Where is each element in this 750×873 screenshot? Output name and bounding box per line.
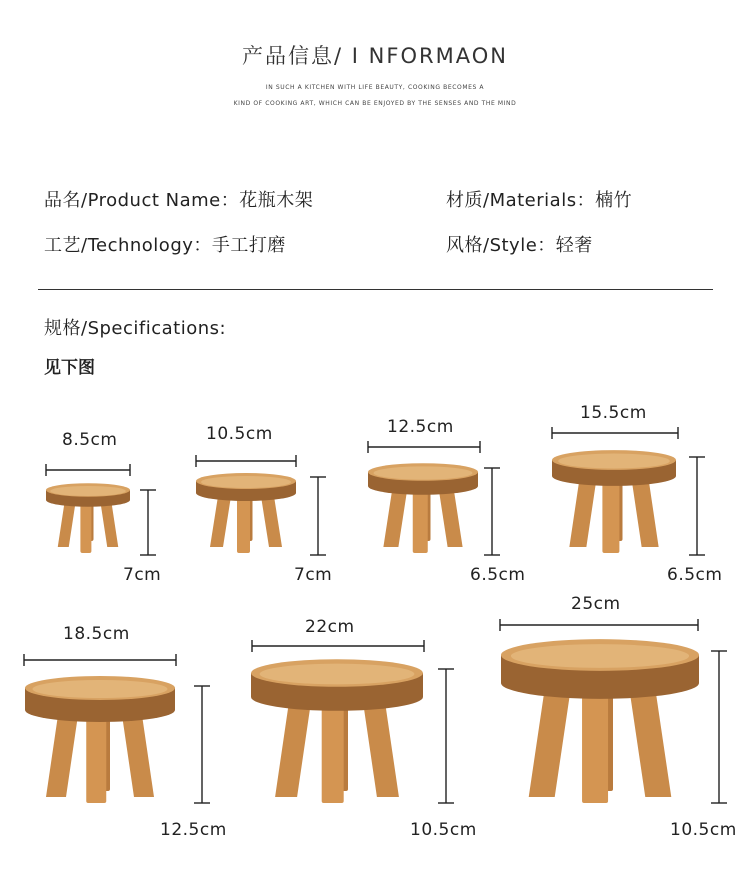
stand-3-diameter: 12.5cm [387,417,454,437]
stand-leg [582,683,608,803]
page-title: 产品信息/ I NFORMAON [242,44,508,68]
stand-7-diameter: 25cm [571,594,621,614]
stand-tray-inner [558,454,670,469]
product-material: 材质/Materials：楠竹 [446,190,633,211]
stand-leg [628,683,671,797]
stand-5 [25,676,175,803]
stand-leg [58,500,76,547]
stand-leg [80,500,91,553]
stand-3 [368,463,478,553]
product-style: 风格/Style：轻奢 [446,235,593,256]
stand-6-diameter: 22cm [305,617,355,637]
stand-1-height: 7cm [123,565,162,585]
stand-4-diameter: 15.5cm [580,403,647,423]
see-below-label: 见下图 [44,358,95,378]
stand-1-diameter: 8.5cm [62,430,118,450]
stand-3-height: 6.5cm [470,565,526,585]
stand-leg [383,486,407,547]
stand-leg [529,683,572,797]
stand-leg [438,486,462,547]
stand-1 [46,483,130,553]
stand-leg [261,493,283,547]
stand-leg [569,476,597,547]
stand-2-height: 7cm [294,565,333,585]
subtitle-line-2: KIND OF COOKING ART, WHICH CAN BE ENJOYED BY THE SENSES AND THE MIND [233,100,517,107]
stand-leg [413,486,428,553]
stand-leg [631,476,659,547]
stand-leg [46,710,79,797]
stand-tray-inner [33,680,168,698]
stand-5-diameter: 18.5cm [63,624,130,644]
stand-tray-inner [260,664,415,685]
stand-tray-inner [511,644,689,668]
stand-tray-inner [50,486,126,496]
stand-leg [121,710,154,797]
stand-5-height: 12.5cm [160,820,227,840]
stand-6-height: 10.5cm [410,820,477,840]
stand-leg [322,697,344,803]
product-technology: 工艺/Technology：手工打磨 [44,235,286,256]
stand-2-diameter: 10.5cm [206,424,273,444]
stand-leg [362,697,399,797]
stand-leg [86,710,106,803]
stand-leg [210,493,232,547]
stand-tray-inner [374,466,473,479]
stand-6 [251,659,423,803]
stand-4 [552,450,676,553]
stand-4-height: 6.5cm [667,565,723,585]
stand-leg [602,476,619,553]
stand-leg [275,697,312,797]
specifications-label: 规格/Specifications: [44,318,227,339]
product-name: 品名/Product Name：花瓶木架 [44,190,314,211]
stand-2 [196,473,296,553]
stand-tray-inner [201,476,291,488]
stand-7-height: 10.5cm [670,820,737,840]
subtitle-line-1: IN SUCH A KITCHEN WITH LIFE BEAUTY, COOKING BECOMES A [265,84,485,91]
stand-leg [237,493,250,553]
stand-leg [100,500,118,547]
stand-7 [501,639,699,803]
